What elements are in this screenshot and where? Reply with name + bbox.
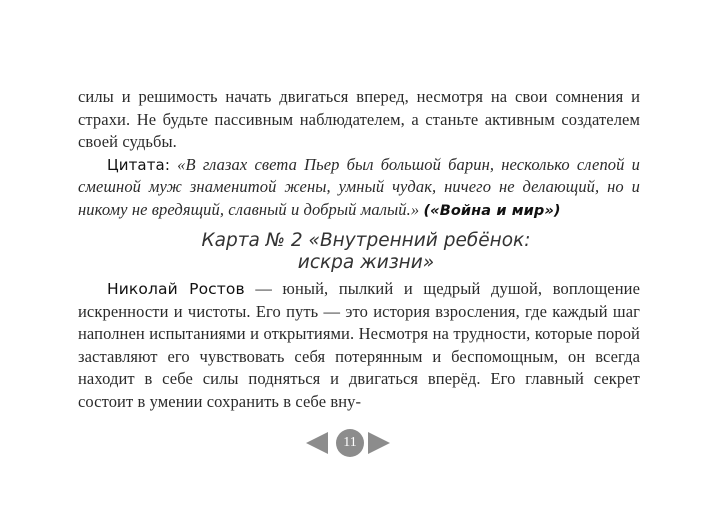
card-heading xyxy=(78,230,640,274)
paragraph-rostov-text: — юный, пылкий и щедрый душой, воплощение искренности и чистоты. Его путь — это история взросления, где каждый шаг наполнен испытаниями и открытиями. Несмотря на трудности, которые порой заставляют его чувствовать себя потерянным и беспомощным, он всегда находит в себе силы подняться и двигаться вперёд. Его главный секрет состоит в умении сохранить в себе вну- xyxy=(78,279,640,411)
quote-source: («Война и мир») xyxy=(423,202,561,219)
page-navigation xyxy=(304,426,392,460)
paragraph-intro: силы и решимость начать двигаться вперед, несмотря на свои сомнения и страхи. Не будьте пассивным наблюдателем, а станьте активным создателем своей судьбы. xyxy=(78,87,640,151)
quote-paragraph xyxy=(78,154,640,223)
card-heading-line2: искра жизни» xyxy=(297,252,435,273)
card-heading-line1: Карта № 2 «Внутренний ребёнок: xyxy=(201,230,531,251)
quote-text: «В глазах света Пьер был большой барин, несколько слепой и смешной муж знаменитой жены, умный чудак, ничего не делающий, но и никому не вредящий, славный и добрый малый.» xyxy=(78,154,640,219)
next-arrow-icon[interactable] xyxy=(368,432,390,454)
character-name: Николай Ростов xyxy=(107,280,245,298)
paragraph-rostov xyxy=(78,278,640,413)
page-number: 11 xyxy=(336,429,364,457)
prev-arrow-icon[interactable] xyxy=(306,432,328,454)
page-content xyxy=(78,86,640,413)
quote-label: Цитата: xyxy=(107,155,171,174)
